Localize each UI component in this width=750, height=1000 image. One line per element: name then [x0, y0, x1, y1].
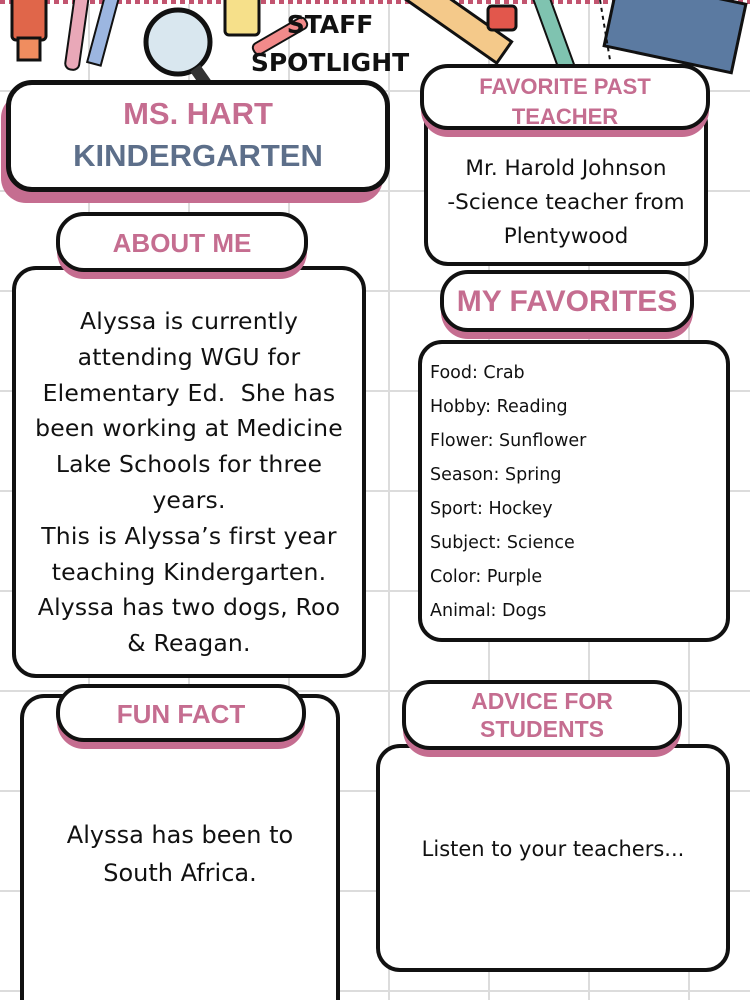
favorite-item: Animal: Dogs [430, 601, 547, 621]
advice-box [376, 744, 730, 972]
name-card [6, 80, 390, 192]
advice-heading [402, 680, 682, 750]
favorite-item: Flower: Sunflower [430, 431, 587, 451]
favorite-teacher-heading-line-2: TEACHER [511, 104, 619, 129]
favorite-item: Season: Spring [430, 465, 562, 485]
favorite-item: Subject: Science [430, 533, 575, 553]
about-me-heading [56, 212, 308, 272]
advice-heading-line-2: STUDENTS [480, 716, 604, 742]
fun-fact-heading [56, 684, 306, 742]
fun-fact-line-2: South Africa. [103, 859, 257, 887]
notebook-icon [600, 0, 746, 73]
favorite-item: Hobby: Reading [430, 397, 568, 417]
advice-text: Listen to your teachers... [421, 837, 685, 861]
pencil-icon-2 [532, 0, 574, 70]
favorite-item: Food: Crab [430, 363, 525, 383]
favorite-teacher-heading [420, 64, 710, 130]
favorite-teacher-line-2: -Science teacher from [447, 190, 685, 215]
favorite-teacher-heading-line-1: FAVORITE PAST [479, 74, 651, 99]
favorite-teacher-line-1: Mr. Harold Johnson [465, 156, 667, 181]
about-me-line-8: teaching Kindergarten. [51, 557, 327, 586]
about-me-line-7: This is Alyssa’s first year [41, 521, 337, 550]
favorites-box [418, 340, 730, 642]
magnifier-icon [146, 10, 215, 90]
page-title [230, 6, 430, 82]
teacher-name: MS. HART [123, 96, 273, 131]
about-me-line-1: Alyssa is currently [79, 307, 299, 335]
favorites-heading-text: MY FAVORITES [456, 285, 678, 318]
title-line-2: SPOTLIGHT [250, 48, 410, 77]
about-me-line-3: Elementary Ed. She has [42, 378, 336, 407]
favorite-teacher-line-3: Plentywood [503, 224, 629, 249]
favorites-heading [440, 270, 694, 332]
title-line-1: STAFF [286, 10, 374, 39]
about-me-heading-text: ABOUT ME [112, 228, 252, 258]
advice-heading-line-1: ADVICE FOR [471, 688, 613, 714]
teacher-grade: KINDERGARTEN [73, 138, 323, 173]
about-me-box [12, 266, 366, 678]
fun-fact-heading-text: FUN FACT [116, 699, 246, 729]
sharpener-icon [488, 6, 516, 30]
about-me-line-6: years. [152, 485, 226, 514]
pen-icon [65, 0, 90, 71]
pencil-icon [87, 0, 120, 66]
about-me-line-10: & Reagan. [127, 629, 251, 658]
favorite-item: Sport: Hockey [430, 499, 553, 519]
about-me-line-2: attending WGU for [77, 342, 301, 371]
fun-fact-line-1: Alyssa has been to [66, 821, 294, 849]
marker-icon [12, 0, 46, 60]
favorite-item: Color: Purple [430, 567, 543, 587]
about-me-line-9: Alyssa has two dogs, Roo [37, 593, 341, 622]
about-me-line-5: Lake Schools for three [55, 450, 323, 479]
about-me-line-4: been working at Medicine [35, 414, 343, 443]
